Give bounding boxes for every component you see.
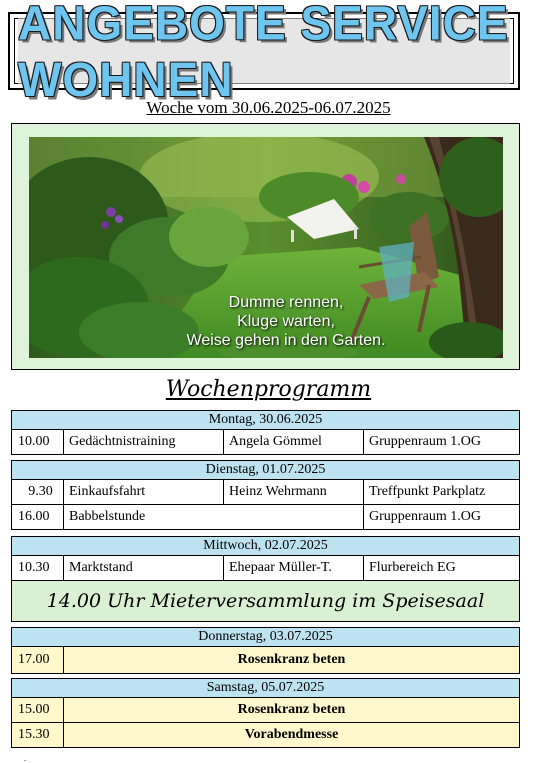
table-row (12, 430, 519, 454)
day-header: Donnerstag, 03.07.2025 (12, 628, 519, 647)
week-range: Woche vom 30.06.2025-06.07.2025 (146, 98, 391, 117)
special-event: 14.00 Uhr Mieterversammlung im Speisesaal (12, 581, 519, 621)
table-row (12, 556, 519, 581)
event-cell: Rosenkranz beten (64, 698, 519, 722)
time-cell: 15.00 (12, 698, 64, 722)
time-cell: 17.00 (12, 647, 64, 673)
footer-mark: . (24, 754, 26, 763)
time-cell: 16.00 (12, 505, 64, 529)
day-header: Samstag, 05.07.2025 (12, 679, 519, 698)
activity-cell: Gedächtnistraining (64, 430, 224, 454)
time-cell: 9.30 (12, 480, 64, 504)
day-header: Mittwoch, 02.07.2025 (12, 537, 519, 556)
program-title: Wochenprogramm (165, 377, 372, 402)
table-row (12, 480, 519, 505)
event-cell: Rosenkranz beten (64, 647, 519, 673)
place-cell: Gruppenraum 1.OG (369, 509, 481, 524)
time-cell: 10.30 (12, 556, 64, 580)
garden-quote (29, 293, 503, 350)
day-block-thursday (11, 627, 520, 674)
time-cell: 15.30 (12, 723, 64, 747)
person-cell: Angela Gömmel (224, 430, 364, 454)
page-title: ANGEBOTE SERVICE WOHNEN (18, 0, 509, 107)
day-header: Dienstag, 01.07.2025 (12, 461, 519, 480)
day-block-saturday (11, 678, 520, 748)
table-row (12, 723, 519, 747)
place-cell: Treffpunkt Parkplatz (369, 484, 486, 499)
day-block-monday (11, 410, 520, 455)
table-row (12, 698, 519, 723)
activity-cell: Einkaufsfahrt (64, 480, 224, 504)
photo-frame (11, 123, 520, 370)
quote-line-1: Dumme rennen, (228, 294, 344, 311)
day-header: Montag, 30.06.2025 (12, 411, 519, 430)
garden-photo (29, 137, 503, 358)
activity-cell: Marktstand (64, 556, 224, 580)
place-cell: Flurbereich EG (369, 560, 456, 575)
day-block-wednesday (11, 536, 520, 622)
person-cell: Heinz Wehrmann (224, 480, 364, 504)
quote-line-2: Kluge warten, (237, 313, 335, 330)
person-cell: Ehepaar Müller-T. (224, 556, 364, 580)
title-banner (8, 0, 520, 107)
event-cell: Vorabendmesse (64, 723, 519, 747)
activity-cell: Babbelstunde (64, 505, 364, 529)
quote-line-3: Weise gehen in den Garten. (186, 332, 386, 349)
day-block-tuesday (11, 460, 520, 530)
table-row (12, 647, 519, 673)
time-cell: 10.00 (12, 430, 64, 454)
place-cell: Gruppenraum 1.OG (369, 434, 481, 449)
table-row (12, 505, 519, 529)
